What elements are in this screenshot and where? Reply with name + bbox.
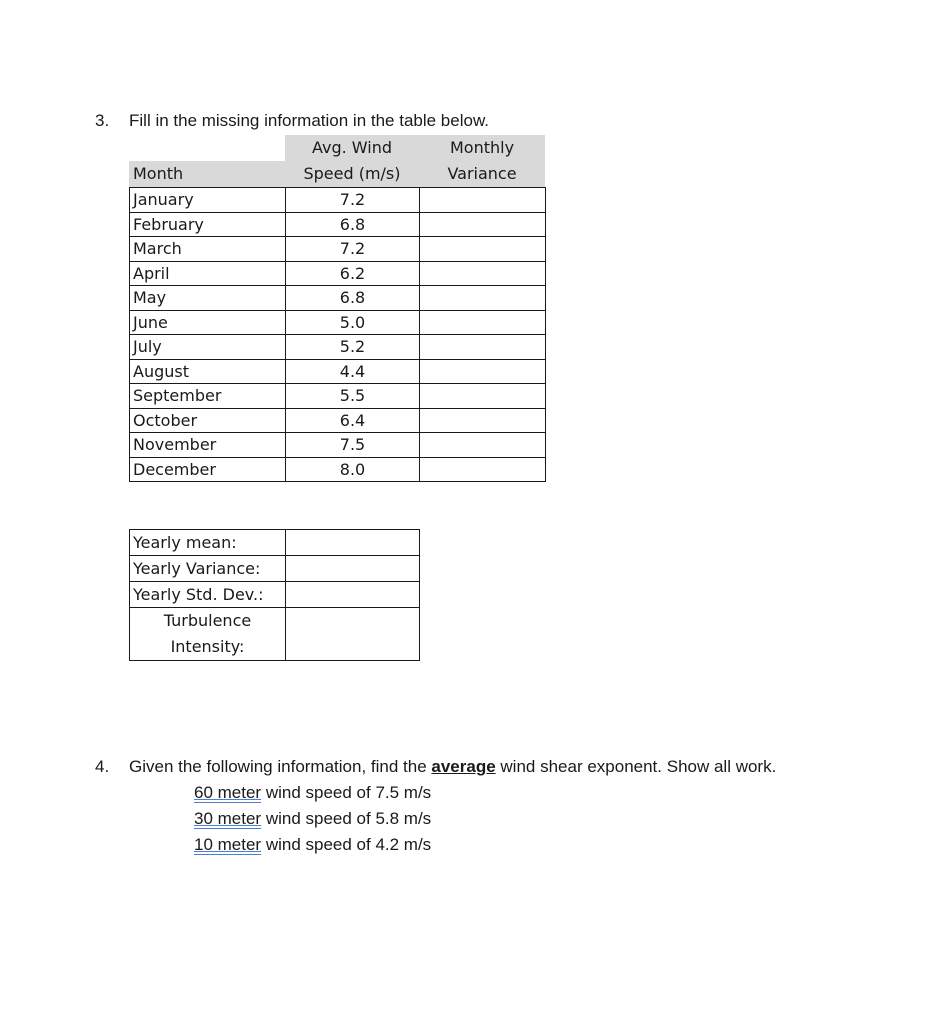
month-cell: February bbox=[130, 212, 286, 237]
turbulence-intensity-value[interactable] bbox=[286, 608, 420, 661]
table-row bbox=[130, 237, 546, 262]
table-row bbox=[130, 556, 420, 582]
info-line bbox=[194, 809, 431, 829]
header-blank-cell bbox=[129, 135, 285, 161]
month-cell: October bbox=[130, 408, 286, 433]
variance-cell[interactable] bbox=[420, 433, 546, 458]
question-3-text: Fill in the missing information in the table below. bbox=[129, 111, 490, 130]
speed-cell: 7.2 bbox=[286, 188, 420, 213]
yearly-std-dev-value[interactable] bbox=[286, 582, 420, 608]
header-monthly-variance bbox=[419, 135, 545, 187]
turbulence-line2: Intensity: bbox=[170, 637, 245, 656]
info-rest: wind speed of 4.2 m/s bbox=[261, 835, 432, 854]
table-row bbox=[130, 212, 546, 237]
month-cell: April bbox=[130, 261, 286, 286]
info-line bbox=[194, 835, 431, 855]
variance-cell[interactable] bbox=[420, 310, 546, 335]
speed-cell: 4.4 bbox=[286, 359, 420, 384]
speed-cell: 6.8 bbox=[286, 286, 420, 311]
variance-cell[interactable] bbox=[420, 384, 546, 409]
monthly-wind-table bbox=[129, 187, 546, 482]
table-row bbox=[130, 457, 546, 482]
variance-cell[interactable] bbox=[420, 261, 546, 286]
month-cell: January bbox=[130, 188, 286, 213]
variance-cell[interactable] bbox=[420, 408, 546, 433]
question-4-number: 4. bbox=[95, 757, 110, 776]
header-month: Month bbox=[129, 161, 285, 187]
month-cell: July bbox=[130, 335, 286, 360]
table-row bbox=[130, 384, 546, 409]
yearly-mean-label: Yearly mean: bbox=[130, 530, 286, 556]
turbulence-line1: Turbulence bbox=[163, 611, 252, 630]
speed-cell: 6.8 bbox=[286, 212, 420, 237]
table-row bbox=[130, 359, 546, 384]
speed-cell: 6.2 bbox=[286, 261, 420, 286]
height-label: 30 meter bbox=[194, 809, 262, 828]
variance-cell[interactable] bbox=[420, 237, 546, 262]
table-row bbox=[130, 433, 546, 458]
speed-cell: 7.5 bbox=[286, 433, 420, 458]
table-row bbox=[130, 335, 546, 360]
table-row bbox=[130, 261, 546, 286]
header-avg-wind-line1: Avg. Wind bbox=[311, 138, 392, 157]
info-rest: wind speed of 7.5 m/s bbox=[261, 783, 432, 802]
table-row bbox=[130, 530, 420, 556]
table-row bbox=[130, 408, 546, 433]
variance-cell[interactable] bbox=[420, 188, 546, 213]
speed-cell: 8.0 bbox=[286, 457, 420, 482]
yearly-variance-value[interactable] bbox=[286, 556, 420, 582]
variance-cell[interactable] bbox=[420, 212, 546, 237]
speed-cell: 5.2 bbox=[286, 335, 420, 360]
height-label: 60 meter bbox=[194, 783, 262, 802]
header-variance-line2: Variance bbox=[447, 164, 517, 183]
info-line bbox=[194, 783, 431, 803]
turbulence-intensity-label bbox=[130, 608, 286, 661]
table-row bbox=[130, 188, 546, 213]
speed-cell: 6.4 bbox=[286, 408, 420, 433]
table-row bbox=[130, 286, 546, 311]
month-cell: May bbox=[130, 286, 286, 311]
variance-cell[interactable] bbox=[420, 286, 546, 311]
header-avg-wind-speed bbox=[285, 135, 419, 187]
month-cell: March bbox=[130, 237, 286, 262]
month-cell: November bbox=[130, 433, 286, 458]
info-rest: wind speed of 5.8 m/s bbox=[261, 809, 432, 828]
speed-cell: 5.0 bbox=[286, 310, 420, 335]
variance-cell[interactable] bbox=[420, 359, 546, 384]
table-row bbox=[130, 582, 420, 608]
month-cell: September bbox=[130, 384, 286, 409]
question-4-text-before: Given the following information, find the bbox=[129, 757, 432, 776]
yearly-std-dev-label: Yearly Std. Dev.: bbox=[130, 582, 286, 608]
month-cell: August bbox=[130, 359, 286, 384]
header-avg-wind-line2: Speed (m/s) bbox=[303, 164, 401, 183]
header-variance-line1: Monthly bbox=[449, 138, 515, 157]
yearly-mean-value[interactable] bbox=[286, 530, 420, 556]
speed-cell: 5.5 bbox=[286, 384, 420, 409]
question-3-number: 3. bbox=[95, 111, 110, 130]
month-cell: June bbox=[130, 310, 286, 335]
speed-cell: 7.2 bbox=[286, 237, 420, 262]
yearly-variance-label: Yearly Variance: bbox=[130, 556, 286, 582]
table-row bbox=[130, 608, 420, 661]
month-cell: December bbox=[130, 457, 286, 482]
question-4-text bbox=[129, 757, 776, 777]
height-label: 10 meter bbox=[194, 835, 262, 854]
table-row bbox=[130, 310, 546, 335]
yearly-summary-table bbox=[129, 529, 420, 661]
question-4-text-after: wind shear exponent. Show all work. bbox=[495, 757, 777, 776]
variance-cell[interactable] bbox=[420, 335, 546, 360]
variance-cell[interactable] bbox=[420, 457, 546, 482]
question-4-emphasis: average bbox=[431, 757, 496, 776]
